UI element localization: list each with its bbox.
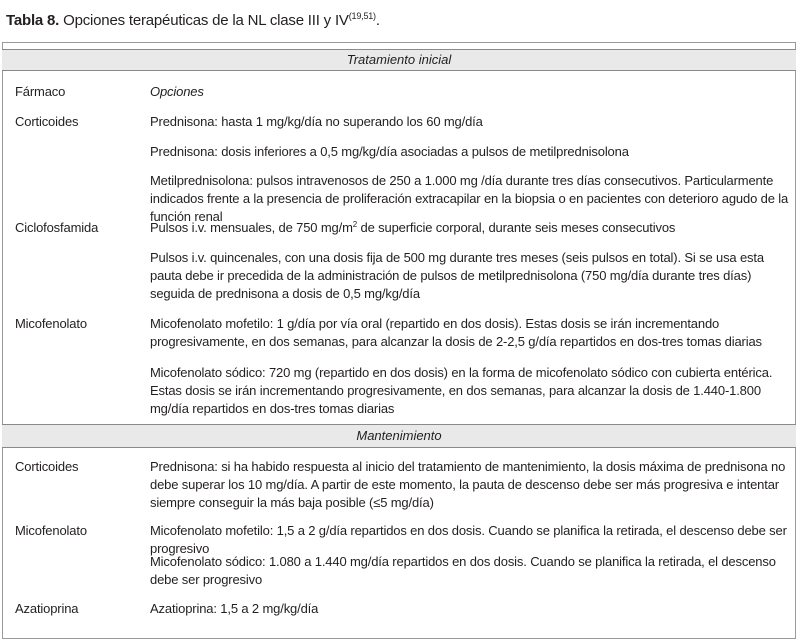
- table-caption: Opciones terapéuticas de la NL clase III y IV: [63, 12, 349, 29]
- drug-corticoides-maintenance: Corticoides: [15, 459, 79, 474]
- option-prednisona-2: Prednisona: dosis inferiores a 0,5 mg/kg/día asociadas a pulsos de metilprednisolona: [150, 144, 629, 159]
- section-header-initial: Tratamiento inicial: [2, 49, 796, 71]
- table-number: Tabla 8.: [6, 12, 60, 29]
- option-metilprednisolona: Metilprednisolona: pulsos intravenosos de 250 a 1.000 mg /día durante tres días consecutivos. Particularmente indicados frente a la presencia de proliferación extracapilar en la biopsia o en pacientes con deterioro agudo de la función renal: [150, 173, 789, 224]
- section-header-maintenance: Mantenimiento: [2, 424, 796, 448]
- drug-ciclofosfamida: Ciclofosfamida: [15, 220, 99, 235]
- drug-corticoides-initial: Corticoides: [15, 114, 79, 129]
- column-header-drug: Fármaco: [15, 84, 66, 99]
- option-micofenolato-mofetilo-maintenance: Micofenolato mofetilo: 1,5 a 2 g/día repartidos en dos dosis. Cuando se planifica la retirada, el descenso debe ser progresivo: [150, 523, 787, 556]
- superscript-squared: 2: [352, 220, 358, 229]
- option-text-post: de superficie corporal, durante seis meses consecutivos: [357, 220, 676, 235]
- drug-azatioprina: Azatioprina: [15, 601, 79, 616]
- column-header-options: Opciones: [150, 84, 204, 99]
- option-micofenolato-sodico-maintenance: Micofenolato sódico: 1.080 a 1.440 mg/día repartidos en dos dosis. Cuando se planifica la retirada, el descenso debe ser progresivo: [150, 554, 776, 587]
- drug-micofenolato-maintenance: Micofenolato: [15, 523, 87, 538]
- option-ciclofosfamida-mensual: [150, 219, 790, 237]
- option-prednisona-1: Prednisona: hasta 1 mg/kg/día no superando los 60 mg/día: [150, 114, 483, 129]
- option-micofenolato-mofetilo-initial: Micofenolato mofetilo: 1 g/día por vía oral (repartido en dos dosis). Estas dosis se irán incrementando progresivamente, en dos semanas, para alcanzar la dosis de 2-2,5 g/día repartidos en dos-tres tomas diarias: [150, 316, 762, 349]
- table-references: (19,51): [348, 11, 376, 21]
- table-title: [6, 12, 380, 30]
- option-text-pre: Pulsos i.v. mensuales, de 750 mg/m: [150, 220, 353, 235]
- option-prednisona-maintenance: Prednisona: si ha habido respuesta al inicio del tratamiento de mantenimiento, la dosis máxima de prednisona no debe superar los 10 mg/día. A partir de este momento, la pauta de descenso debe ser más progresiva e intentar siempre conseguir la más baja posible (≤5 mg/día): [150, 459, 786, 510]
- option-ciclofosfamida-quincenal: Pulsos i.v. quincenales, con una dosis fija de 500 mg durante tres meses (seis pulsos en total). Si se usa esta pauta debe ir precedida de la administración de pulsos de metilprednisolona (750 mg/día durante tres días) seguida de prednisona a dosis de 0,5 mg/kg/día: [150, 250, 764, 301]
- option-azatioprina: Azatioprina: 1,5 a 2 mg/kg/día: [150, 601, 319, 616]
- option-micofenolato-sodico-initial: Micofenolato sódico: 720 mg (repartido en dos dosis) en la forma de micofenolato sódico con cubierta entérica. Estas dosis se irán incrementando progresivamente, en dos semanas, para alcanzar la dosis de 1.440-1.800 mg/día repartidos en dos-tres tomas diarias: [150, 365, 773, 416]
- title-period: .: [375, 12, 380, 29]
- drug-micofenolato-initial: Micofenolato: [15, 316, 87, 331]
